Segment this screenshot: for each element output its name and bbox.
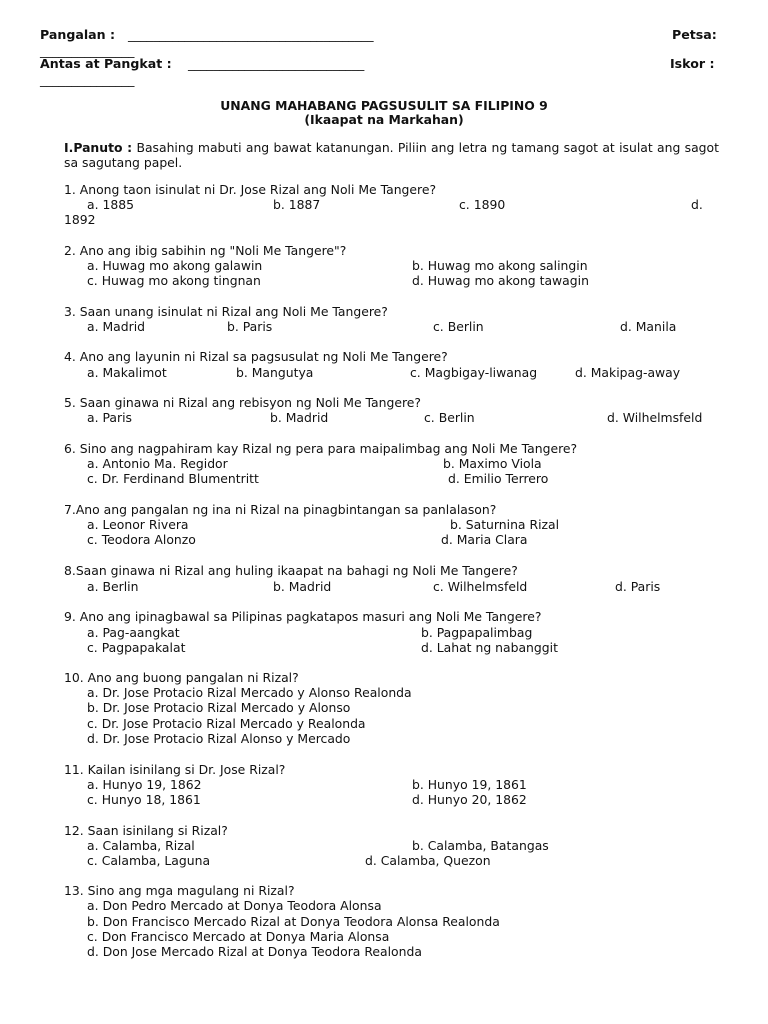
- name-line[interactable]: _______________________________________: [128, 27, 374, 42]
- score-label: Iskor :: [670, 56, 715, 71]
- question-5: 5. Saan ginawa ni Rizal ang rebisyon ng Noli Me Tangere?: [64, 395, 422, 410]
- q1-choice-b: b. 1887: [273, 197, 321, 212]
- q3-choice-b: b. Paris: [227, 319, 273, 334]
- q12-choice-d: d. Calamba, Quezon: [365, 853, 491, 868]
- q6-choice-c: c. Dr. Ferdinand Blumentritt: [87, 471, 259, 486]
- q2-choice-b: b. Huwag mo akong salingin: [412, 258, 588, 273]
- directions-label: I.Panuto :: [64, 140, 133, 155]
- q11-choice-a: a. Hunyo 19, 1862: [87, 777, 202, 792]
- q8-choice-b: b. Madrid: [273, 579, 332, 594]
- q1-choice-d-value: 1892: [64, 212, 96, 227]
- exam-title: UNANG MAHABANG PAGSUSULIT SA FILIPINO 9: [220, 98, 548, 113]
- q5-choice-d: d. Wilhelmsfeld: [607, 410, 703, 425]
- q6-choice-b: b. Maximo Viola: [443, 456, 542, 471]
- q1-choice-c: c. 1890: [459, 197, 506, 212]
- q1-choice-d: d.: [691, 197, 703, 212]
- q7-choice-a: a. Leonor Rivera: [87, 517, 189, 532]
- grade-line[interactable]: ____________________________: [188, 56, 365, 71]
- question-8: 8.Saan ginawa ni Rizal ang huling ikaapat na bahagi ng Noli Me Tangere?: [64, 563, 518, 578]
- q3-choice-d: d. Manila: [620, 319, 677, 334]
- question-6: 6. Sino ang nagpahiram kay Rizal ng pera para maipalimbag ang Noli Me Tangere?: [64, 441, 578, 456]
- q5-choice-c: c. Berlin: [424, 410, 475, 425]
- question-2: 2. Ano ang ibig sabihin ng "Noli Me Tangere"?: [64, 243, 347, 258]
- q4-choice-d: d. Makipag-away: [575, 365, 681, 380]
- q1-choice-a: a. 1885: [87, 197, 135, 212]
- q8-choice-a: a. Berlin: [87, 579, 139, 594]
- q5-choice-a: a. Paris: [87, 410, 132, 425]
- q11-choice-d: d. Hunyo 20, 1862: [412, 792, 527, 807]
- q4-choice-b: b. Mangutya: [236, 365, 314, 380]
- q7-choice-d: d. Maria Clara: [441, 532, 528, 547]
- question-3: 3. Saan unang isinulat ni Rizal ang Noli Me Tangere?: [64, 304, 388, 319]
- q11-choice-b: b. Hunyo 19, 1861: [412, 777, 527, 792]
- question-4: 4. Ano ang layunin ni Rizal sa pagsusulat ng Noli Me Tangere?: [64, 349, 448, 364]
- directions-text: Basahing mabuti ang bawat katanungan. Piliin ang letra ng tamang sagot at isulat ang sagot sa sagutang papel.: [64, 140, 719, 171]
- q10-choice-a: a. Dr. Jose Protacio Rizal Mercado y Alonso Realonda: [87, 685, 412, 700]
- question-7: 7.Ano ang pangalan ng ina ni Rizal na pinagbintangan sa panlalason?: [64, 502, 497, 517]
- question-11: 11. Kailan isinilang si Dr. Jose Rizal?: [64, 762, 286, 777]
- q11-choice-c: c. Hunyo 18, 1861: [87, 792, 201, 807]
- q7-choice-b: b. Saturnina Rizal: [450, 517, 560, 532]
- q3-choice-c: c. Berlin: [433, 319, 484, 334]
- q6-choice-d: d. Emilio Terrero: [448, 471, 549, 486]
- grade-label: Antas at Pangkat :: [40, 56, 172, 71]
- q12-choice-b: b. Calamba, Batangas: [412, 838, 549, 853]
- directions: [64, 140, 719, 170]
- q3-choice-a: a. Madrid: [87, 319, 146, 334]
- q12-choice-c: c. Calamba, Laguna: [87, 853, 211, 868]
- q2-choice-c: c. Huwag mo akong tingnan: [87, 273, 261, 288]
- q10-choice-d: d. Dr. Jose Protacio Rizal Alonso y Mercado: [87, 731, 351, 746]
- q9-choice-d: d. Lahat ng nabanggit: [421, 640, 558, 655]
- q13-choice-b: b. Don Francisco Mercado Rizal at Donya Teodora Alonsa Realonda: [87, 914, 500, 929]
- q13-choice-d: d. Don Jose Mercado Rizal at Donya Teodora Realonda: [87, 944, 422, 959]
- q6-choice-a: a. Antonio Ma. Regidor: [87, 456, 228, 471]
- q5-choice-b: b. Madrid: [270, 410, 329, 425]
- q10-choice-c: c. Dr. Jose Protacio Rizal Mercado y Realonda: [87, 716, 366, 731]
- q9-choice-c: c. Pagpapakalat: [87, 640, 186, 655]
- exam-subtitle: (Ikaapat na Markahan): [304, 112, 464, 127]
- q8-choice-d: d. Paris: [615, 579, 661, 594]
- name-label: Pangalan :: [40, 27, 116, 42]
- question-9: 9. Ano ang ipinagbawal sa Pilipinas pagkatapos masuri ang Noli Me Tangere?: [64, 609, 542, 624]
- date-line[interactable]: _______________: [40, 43, 135, 58]
- q9-choice-b: b. Pagpapalimbag: [421, 625, 533, 640]
- q2-choice-a: a. Huwag mo akong galawin: [87, 258, 263, 273]
- date-label: Petsa:: [672, 27, 717, 42]
- question-13: 13. Sino ang mga magulang ni Rizal?: [64, 883, 295, 898]
- q4-choice-a: a. Makalimot: [87, 365, 167, 380]
- q4-choice-c: c. Magbigay-liwanag: [410, 365, 538, 380]
- q10-choice-b: b. Dr. Jose Protacio Rizal Mercado y Alonso: [87, 700, 351, 715]
- q2-choice-d: d. Huwag mo akong tawagin: [412, 273, 589, 288]
- score-line[interactable]: _______________: [40, 72, 135, 87]
- q13-choice-c: c. Don Francisco Mercado at Donya Maria Alonsa: [87, 929, 390, 944]
- q13-choice-a: a. Don Pedro Mercado at Donya Teodora Alonsa: [87, 898, 382, 913]
- q7-choice-c: c. Teodora Alonzo: [87, 532, 196, 547]
- question-12: 12. Saan isinilang si Rizal?: [64, 823, 228, 838]
- q12-choice-a: a. Calamba, Rizal: [87, 838, 195, 853]
- q9-choice-a: a. Pag-aangkat: [87, 625, 180, 640]
- q8-choice-c: c. Wilhelmsfeld: [433, 579, 528, 594]
- question-10: 10. Ano ang buong pangalan ni Rizal?: [64, 670, 299, 685]
- question-1: 1. Anong taon isinulat ni Dr. Jose Rizal ang Noli Me Tangere?: [64, 182, 437, 197]
